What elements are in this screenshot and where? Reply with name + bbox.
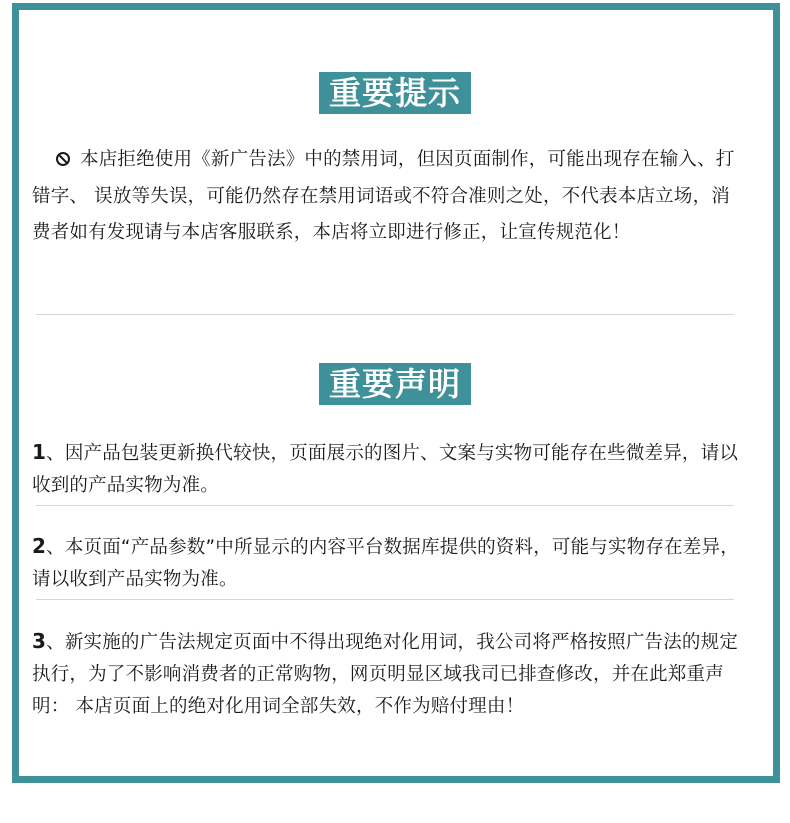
item-divider bbox=[36, 505, 734, 506]
item-number: 2 bbox=[32, 534, 47, 558]
section-divider bbox=[36, 314, 734, 315]
item-text: 、因产品包装更新换代较快，页面展示的图片、文案与实物可能存在些微差异，请以收到的产品实物为准。 bbox=[32, 443, 739, 496]
item-number: 3 bbox=[32, 629, 47, 653]
no-entry-icon bbox=[56, 152, 70, 166]
item-divider bbox=[36, 599, 734, 600]
tips-text: 本店拒绝使用《新广告法》中的禁用词，但因页面制作，可能出现存在输入、打错字、 误放等失误，可能仍然存在禁用词语或不符合准则之处，不代表本店立场，消费者如有发现请与本店客服联系，本店将立即进行修正，让宣传规范化！ bbox=[32, 149, 735, 243]
statement-item-3 bbox=[32, 625, 747, 723]
item-text: 、新实施的广告法规定页面中不得出现绝对化用词，我公司将严格按照广告法的规定执行，为了不影响消费者的正常购物，网页明显区域我司已排查修改，并在此郑重声明： 本店页面上的绝对化用词全部失效，不作为赔付理由！ bbox=[32, 632, 739, 717]
statement-item-2 bbox=[32, 530, 747, 596]
statement-item-1 bbox=[32, 436, 747, 502]
tips-heading: 重要提示 bbox=[319, 72, 471, 114]
statement-heading: 重要声明 bbox=[319, 363, 471, 405]
item-text: 、本页面“产品参数”中所显示的内容平台数据库提供的资料，可能与实物存在差异， 请以收到产品实物为准。 bbox=[32, 537, 739, 590]
tips-paragraph bbox=[32, 142, 742, 252]
item-number: 1 bbox=[32, 440, 47, 464]
